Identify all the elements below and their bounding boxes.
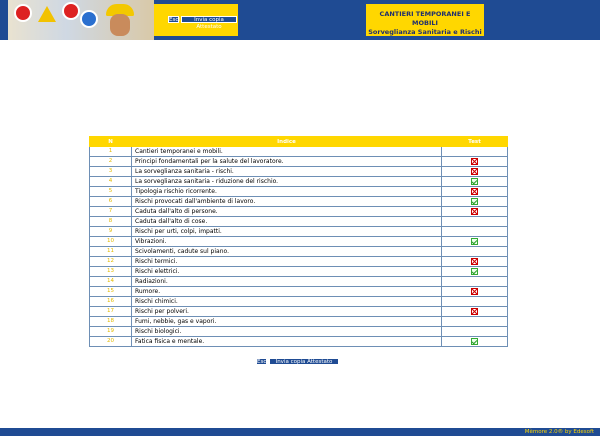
chapter-link[interactable]: Rischi termici. bbox=[132, 257, 442, 267]
table-row[interactable] bbox=[90, 337, 508, 347]
test-status-cell bbox=[442, 147, 508, 157]
test-status-cell bbox=[442, 247, 508, 257]
red-x-icon[interactable] bbox=[471, 208, 478, 215]
bottom-send-certificate-button[interactable]: Invia copia Attestato bbox=[269, 358, 339, 365]
table-header-row bbox=[90, 137, 508, 147]
chapter-link[interactable]: Radiazioni. bbox=[132, 277, 442, 287]
table-row[interactable] bbox=[90, 217, 508, 227]
red-x-icon[interactable] bbox=[471, 168, 478, 175]
course-title-box bbox=[366, 4, 484, 36]
header-send-certificate-button[interactable]: Invia copia Attestato bbox=[181, 16, 237, 23]
course-title: CANTIERI TEMPORANEI E MOBILI bbox=[379, 10, 471, 27]
green-check-icon[interactable] bbox=[471, 178, 478, 185]
table-row[interactable] bbox=[90, 167, 508, 177]
test-status-cell[interactable] bbox=[442, 167, 508, 177]
table-row[interactable] bbox=[90, 157, 508, 167]
table-row[interactable] bbox=[90, 317, 508, 327]
app-footer bbox=[0, 428, 600, 436]
chapter-link[interactable]: Vibrazioni. bbox=[132, 237, 442, 247]
test-status-cell[interactable] bbox=[442, 157, 508, 167]
red-x-icon[interactable] bbox=[471, 308, 478, 315]
test-status-cell[interactable] bbox=[442, 307, 508, 317]
row-number: 20 bbox=[90, 337, 132, 347]
test-status-cell bbox=[442, 327, 508, 337]
chapter-link[interactable]: Scivolamenti, cadute sul piano. bbox=[132, 247, 442, 257]
chapter-link[interactable]: Rischi elettrici. bbox=[132, 267, 442, 277]
table-row[interactable] bbox=[90, 267, 508, 277]
worker-with-hardhat-icon bbox=[100, 4, 140, 40]
test-status-cell[interactable] bbox=[442, 187, 508, 197]
chapter-link[interactable]: Rischi provocati dall'ambiente di lavoro. bbox=[132, 197, 442, 207]
test-status-cell bbox=[442, 317, 508, 327]
chapter-link[interactable]: Cantieri temporanei e mobili. bbox=[132, 147, 442, 157]
row-number: 11 bbox=[90, 247, 132, 257]
test-status-cell[interactable] bbox=[442, 337, 508, 347]
row-number: 3 bbox=[90, 167, 132, 177]
row-number: 13 bbox=[90, 267, 132, 277]
row-number: 17 bbox=[90, 307, 132, 317]
row-number: 10 bbox=[90, 237, 132, 247]
table-row[interactable] bbox=[90, 147, 508, 157]
chapter-link[interactable]: La sorveglianza sanitaria - rischi. bbox=[132, 167, 442, 177]
test-status-cell[interactable] bbox=[442, 177, 508, 187]
row-number: 12 bbox=[90, 257, 132, 267]
chapter-link[interactable]: La sorveglianza sanitaria - riduzione del rischio. bbox=[132, 177, 442, 187]
no-entry-sign-icon bbox=[62, 2, 80, 20]
test-status-cell bbox=[442, 297, 508, 307]
green-check-icon[interactable] bbox=[471, 268, 478, 275]
row-number: 9 bbox=[90, 227, 132, 237]
prohibition-sign-icon bbox=[14, 4, 32, 22]
table-row[interactable] bbox=[90, 327, 508, 337]
row-number: 5 bbox=[90, 187, 132, 197]
test-status-cell[interactable] bbox=[442, 197, 508, 207]
chapter-link[interactable]: Tipologia rischio ricorrente. bbox=[132, 187, 442, 197]
table-row[interactable] bbox=[90, 227, 508, 237]
row-number: 16 bbox=[90, 297, 132, 307]
chapter-link[interactable]: Rumore. bbox=[132, 287, 442, 297]
test-status-cell[interactable] bbox=[442, 237, 508, 247]
red-x-icon[interactable] bbox=[471, 188, 478, 195]
table-row[interactable] bbox=[90, 287, 508, 297]
course-subtitle: Sorveglianza Sanitaria e Rischi bbox=[368, 28, 482, 36]
row-number: 18 bbox=[90, 317, 132, 327]
column-header-test: Test bbox=[442, 137, 508, 147]
chapter-link[interactable]: Fumi, nebbie, gas e vapori. bbox=[132, 317, 442, 327]
chapter-link[interactable]: Principi fondamentali per la salute del lavoratore. bbox=[132, 157, 442, 167]
table-row[interactable] bbox=[90, 197, 508, 207]
column-header-index: Indice bbox=[132, 137, 442, 147]
chapter-link[interactable]: Rischi per urti, colpi, impatti. bbox=[132, 227, 442, 237]
green-check-icon[interactable] bbox=[471, 198, 478, 205]
table-row[interactable] bbox=[90, 207, 508, 217]
table-row[interactable] bbox=[90, 297, 508, 307]
table-row[interactable] bbox=[90, 247, 508, 257]
bottom-exit-button[interactable]: Esci bbox=[257, 359, 268, 365]
chapter-link[interactable]: Fatica fisica e mentale. bbox=[132, 337, 442, 347]
chapter-link[interactable]: Rischi chimici. bbox=[132, 297, 442, 307]
header-exit-button[interactable]: Esci bbox=[169, 17, 180, 23]
row-number: 1 bbox=[90, 147, 132, 157]
red-x-icon[interactable] bbox=[471, 288, 478, 295]
app-header bbox=[0, 0, 600, 40]
test-status-cell bbox=[442, 217, 508, 227]
row-number: 15 bbox=[90, 287, 132, 297]
red-x-icon[interactable] bbox=[471, 158, 478, 165]
warning-sign-icon bbox=[38, 6, 56, 22]
test-status-cell bbox=[442, 277, 508, 287]
table-row[interactable] bbox=[90, 257, 508, 267]
chapter-link[interactable]: Caduta dall'alto di persone. bbox=[132, 207, 442, 217]
test-status-cell[interactable] bbox=[442, 287, 508, 297]
chapter-link[interactable]: Rischi biologici. bbox=[132, 327, 442, 337]
test-status-cell bbox=[442, 227, 508, 237]
test-status-cell[interactable] bbox=[442, 257, 508, 267]
green-check-icon[interactable] bbox=[471, 238, 478, 245]
table-row[interactable] bbox=[90, 177, 508, 187]
chapter-link[interactable]: Caduta dall'alto di cose. bbox=[132, 217, 442, 227]
row-number: 2 bbox=[90, 157, 132, 167]
index-table-wrapper bbox=[89, 136, 507, 347]
row-number: 14 bbox=[90, 277, 132, 287]
index-table bbox=[89, 136, 508, 347]
chapter-link[interactable]: Rischi per polveri. bbox=[132, 307, 442, 317]
table-row[interactable] bbox=[90, 277, 508, 287]
row-number: 4 bbox=[90, 177, 132, 187]
row-number: 7 bbox=[90, 207, 132, 217]
table-row[interactable] bbox=[90, 307, 508, 317]
table-row[interactable] bbox=[90, 237, 508, 247]
mandatory-sign-icon bbox=[80, 10, 98, 28]
test-status-cell[interactable] bbox=[442, 207, 508, 217]
row-number: 19 bbox=[90, 327, 132, 337]
row-number: 8 bbox=[90, 217, 132, 227]
test-status-cell[interactable] bbox=[442, 267, 508, 277]
footer-credit: Mèmore 2.0® by Edesoft bbox=[524, 429, 594, 435]
table-row[interactable] bbox=[90, 187, 508, 197]
red-x-icon[interactable] bbox=[471, 258, 478, 265]
row-number: 6 bbox=[90, 197, 132, 207]
column-header-number: N bbox=[90, 137, 132, 147]
green-check-icon[interactable] bbox=[471, 338, 478, 345]
banner-image bbox=[8, 0, 154, 40]
